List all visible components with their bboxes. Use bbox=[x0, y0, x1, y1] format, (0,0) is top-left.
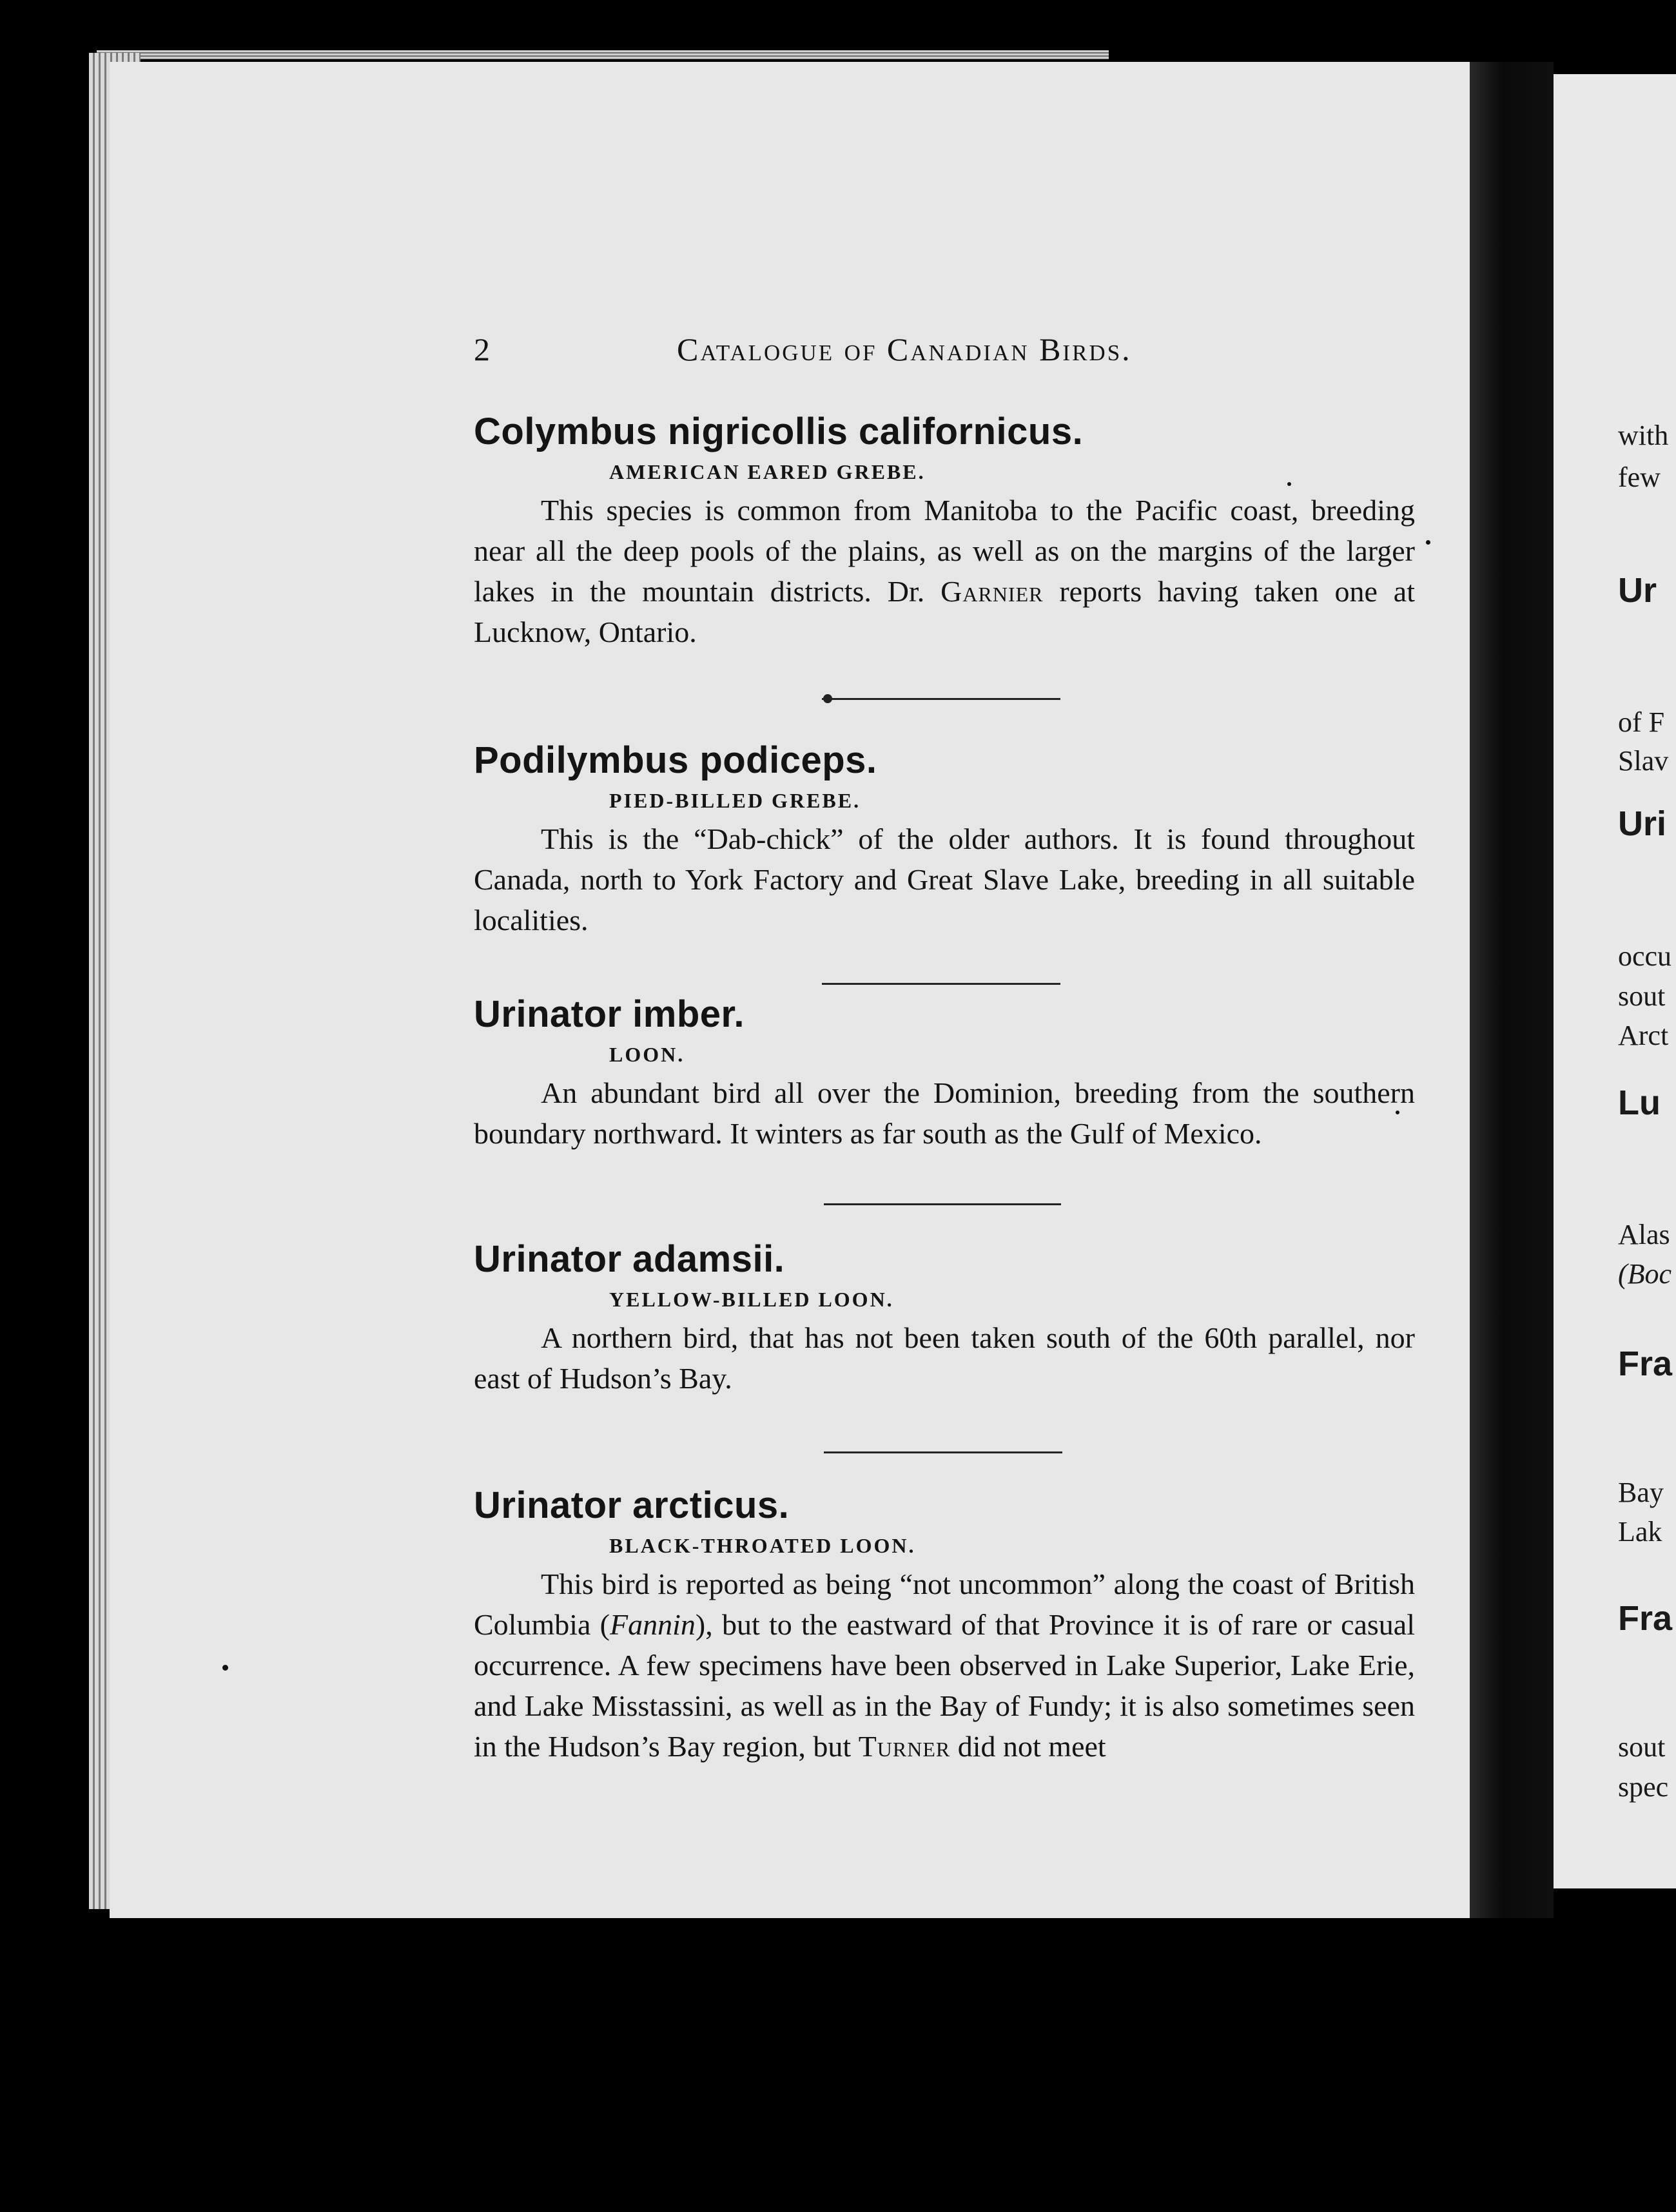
entry-description bbox=[474, 490, 1415, 652]
running-title: Catalogue of Canadian Birds. bbox=[677, 331, 1132, 367]
description-text: did not meet bbox=[950, 1730, 1106, 1763]
description-text: reports having taken one at Lucknow, Ontario. bbox=[474, 575, 1415, 648]
species-name: Urinator imber. bbox=[474, 993, 745, 1035]
species-entry bbox=[474, 1484, 1415, 1767]
author-name: Turner bbox=[858, 1730, 951, 1763]
description-text: This species is common from Manitoba to the Pacific coast, breeding near all the deep pools of the plains, as well as on the margins of the larger lakes in the mountain districts. Dr. bbox=[474, 494, 1415, 608]
species-name: Urinator arcticus. bbox=[474, 1484, 790, 1526]
facing-page-fragment: Lak bbox=[1618, 1516, 1662, 1547]
species-name: Urinator adamsii. bbox=[474, 1238, 785, 1280]
facing-page bbox=[1554, 74, 1676, 1888]
common-name: AMERICAN EARED GREBE. bbox=[609, 460, 926, 483]
species-name: Podilymbus podiceps. bbox=[474, 739, 877, 781]
description-text: This is the “Dab-chick” of the older authors. It is found throughout Canada, north to York Factory and Great Slave Lake, breeding in all suitable localities. bbox=[474, 822, 1415, 936]
facing-page-fragment: Ur bbox=[1618, 571, 1657, 610]
facing-page-fragment: Bay bbox=[1618, 1477, 1664, 1508]
facing-page-fragment: of F bbox=[1618, 706, 1665, 738]
page-top-edge bbox=[97, 50, 1109, 59]
section-divider bbox=[822, 983, 1060, 985]
facing-page-fragment: (Boc bbox=[1618, 1258, 1672, 1290]
facing-page-fragment: Alas bbox=[1618, 1219, 1670, 1250]
book-gutter bbox=[1470, 62, 1554, 1918]
facing-page-fragment: spec bbox=[1618, 1771, 1669, 1803]
scan-speck bbox=[1287, 482, 1291, 486]
running-head bbox=[474, 330, 1228, 375]
description-text: ), but to the eastward of that Province it is of rare or casual occurrence. A few specimens have been observed in Lake Superior, Lake Erie, and Lake Misstassini, as well as in the Bay of Fundy; it is also sometimes seen in the Hudson’s Bay region, but bbox=[474, 1608, 1416, 1763]
common-name: YELLOW-BILLED LOON. bbox=[609, 1288, 894, 1311]
scan-speck bbox=[1426, 540, 1430, 545]
description-text: This bird is reported as being “not uncommon” along the coast of British Columbia ( bbox=[474, 1567, 1415, 1641]
entry-description bbox=[474, 819, 1415, 940]
species-entry bbox=[474, 1237, 1415, 1399]
description-text: A northern bird, that has not been taken south of the 60th parallel, nor east of Hudson’s Bay. bbox=[474, 1321, 1415, 1395]
scan-speck bbox=[222, 1665, 228, 1671]
facing-page-fragment: Fra bbox=[1618, 1599, 1673, 1638]
entry-description bbox=[474, 1072, 1415, 1154]
species-entry bbox=[474, 739, 1415, 940]
entry-description bbox=[474, 1317, 1415, 1399]
entry-description bbox=[474, 1564, 1415, 1767]
common-name: PIED-BILLED GREBE. bbox=[609, 789, 861, 812]
author-name: Garnier bbox=[940, 575, 1044, 608]
facing-page-fragment: sout bbox=[1618, 980, 1666, 1012]
facing-page-fragment: Slav bbox=[1618, 745, 1669, 777]
cited-author: Fannin bbox=[610, 1608, 696, 1641]
facing-page-fragment: occu bbox=[1618, 940, 1672, 972]
common-name: LOON. bbox=[609, 1043, 685, 1066]
species-entry bbox=[474, 993, 1415, 1154]
section-divider bbox=[822, 698, 1060, 700]
facing-page-fragment: sout bbox=[1618, 1731, 1666, 1763]
page-number: 2 bbox=[474, 331, 490, 367]
description-text: An abundant bird all over the Dominion, breeding from the southern boundary northward. It winters as far south as the Gulf of Mexico. bbox=[474, 1076, 1415, 1150]
facing-page-fragment: Arct bbox=[1618, 1020, 1669, 1051]
common-name: BLACK-THROATED LOON. bbox=[609, 1534, 916, 1557]
facing-page-fragment: Uri bbox=[1618, 804, 1667, 843]
facing-page-fragment: Lu bbox=[1618, 1083, 1661, 1122]
divider-ornament bbox=[823, 694, 832, 703]
facing-page-fragment: with bbox=[1618, 420, 1669, 451]
section-divider bbox=[824, 1451, 1062, 1453]
section-divider bbox=[824, 1203, 1061, 1205]
facing-page-fragment: Fra bbox=[1618, 1344, 1673, 1383]
species-name: Colymbus nigricollis californicus. bbox=[474, 411, 1084, 452]
species-entry bbox=[474, 410, 1415, 652]
scan-speck bbox=[1396, 1111, 1399, 1114]
facing-page-fragment: few bbox=[1618, 461, 1661, 493]
